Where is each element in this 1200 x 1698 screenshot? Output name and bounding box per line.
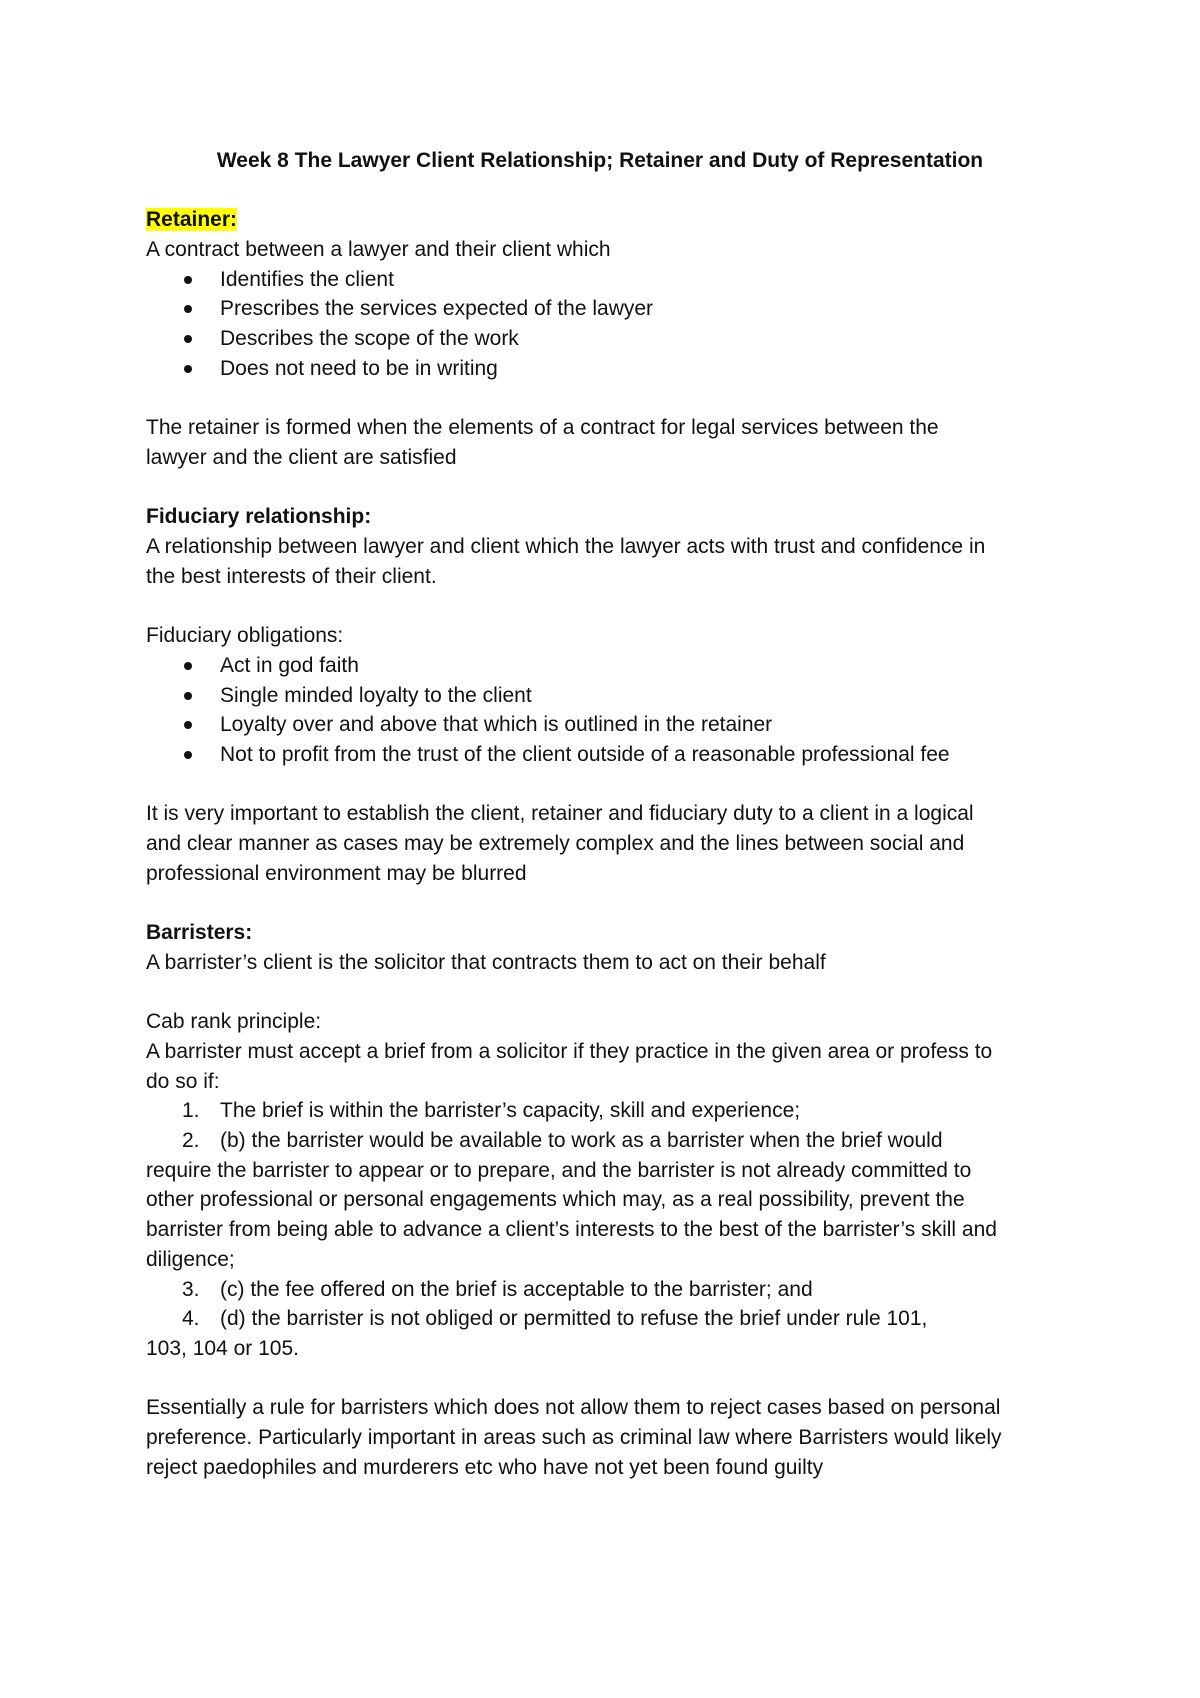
bullet-icon [184, 365, 192, 373]
list-item-text: Does not need to be in writing [220, 356, 498, 380]
barristers-heading: Barristers: [146, 921, 253, 945]
fiduciary-relationship-line: A relationship between lawyer and client which the lawyer acts with trust and confidence in [146, 535, 986, 559]
list-item-text: Not to profit from the trust of the client outside of a reasonable professional fee [220, 742, 950, 766]
cab-rank-intro-line: do so if: [146, 1069, 220, 1093]
cab-rank-heading: Cab rank principle: [146, 1010, 322, 1034]
item-continuation: diligence; [146, 1247, 235, 1271]
spacer [146, 176, 1080, 206]
page-title: Week 8 The Lawyer Client Relationship; Retainer and Duty of Representation [216, 149, 984, 172]
list-item [146, 324, 1080, 354]
item-text: (c) the fee offered on the brief is acceptable to the barrister; and [220, 1277, 813, 1301]
spacer [146, 473, 1080, 503]
item-text: The brief is within the barrister’s capacity, skill and experience; [220, 1099, 801, 1123]
highlight: Retainer: [146, 208, 238, 232]
importance-line: It is very important to establish the client, retainer and fiduciary duty to a client in a logical [146, 802, 974, 826]
retainer-formed-line: The retainer is formed when the elements of a contract for legal services between the [146, 416, 939, 440]
list-item [146, 294, 1080, 324]
item-continuation: require the barrister to appear or to prepare, and the barrister is not already committed to [146, 1158, 972, 1182]
numbered-item [146, 1096, 1080, 1126]
item-continuation: barrister from being able to advance a client’s interests to the best of the barrister’s skill and [146, 1218, 997, 1242]
bullet-icon [184, 335, 192, 343]
item-number: 2. [182, 1129, 200, 1153]
item-text: (d) the barrister is not obliged or permitted to refuse the brief under rule 101, [220, 1307, 928, 1331]
item-number: 4. [182, 1307, 200, 1331]
numbered-item [146, 1275, 1080, 1305]
retainer-bullet-list [146, 265, 1080, 384]
item-text: (b) the barrister would be available to work as a barrister when the brief would [220, 1129, 943, 1153]
list-item-text: Describes the scope of the work [220, 327, 519, 351]
cab-rank-intro-line: A barrister must accept a brief from a solicitor if they practice in the given area or profess to [146, 1039, 993, 1063]
bullet-icon [184, 692, 192, 700]
fiduciary-relationship-heading: Fiduciary relationship: [146, 505, 372, 529]
spacer [146, 770, 1080, 800]
fiduciary-obligations-heading: Fiduciary obligations: [146, 624, 344, 648]
list-item [146, 354, 1080, 384]
numbered-item [146, 1304, 1080, 1334]
retainer-formed-line: lawyer and the client are satisfied [146, 445, 457, 469]
bullet-icon [184, 276, 192, 284]
bullet-icon [184, 305, 192, 313]
item-number: 1. [182, 1099, 200, 1123]
list-item [146, 651, 1080, 681]
essentially-line: reject paedophiles and murderers etc who have not yet been found guilty [146, 1455, 824, 1479]
bullet-icon [184, 751, 192, 759]
list-item [146, 265, 1080, 295]
spacer [146, 591, 1080, 621]
spacer [146, 384, 1080, 414]
list-item [146, 681, 1080, 711]
essentially-line: preference. Particularly important in areas such as criminal law where Barristers would likely [146, 1426, 1002, 1450]
spacer [146, 978, 1080, 1008]
item-continuation: 103, 104 or 105. [146, 1337, 299, 1360]
list-item-text: Loyalty over and above that which is outlined in the retainer [220, 713, 773, 737]
essentially-line: Essentially a rule for barristers which does not allow them to reject cases based on personal [146, 1396, 1001, 1420]
importance-line: and clear manner as cases may be extremely complex and the lines between social and [146, 832, 965, 856]
item-number: 3. [182, 1277, 200, 1301]
list-item [146, 710, 1080, 740]
list-item-text: Identifies the client [220, 267, 394, 291]
spacer [146, 888, 1080, 918]
spacer [146, 1364, 1080, 1394]
numbered-item [146, 1126, 1080, 1156]
retainer-intro: A contract between a lawyer and their client which [146, 238, 611, 262]
fiduciary-relationship-line: the best interests of their client. [146, 564, 437, 588]
fiduciary-obligations-list [146, 651, 1080, 770]
bullet-icon [184, 721, 192, 729]
retainer-heading [146, 205, 1080, 235]
bullet-icon [184, 662, 192, 670]
list-item [146, 740, 1080, 770]
barristers-line: A barrister’s client is the solicitor that contracts them to act on their behalf [146, 950, 826, 974]
list-item-text: Act in god faith [220, 653, 359, 677]
importance-line: professional environment may be blurred [146, 861, 527, 885]
list-item-text: Single minded loyalty to the client [220, 683, 532, 707]
list-item-text: Prescribes the services expected of the lawyer [220, 297, 654, 321]
item-continuation: other professional or personal engagements which may, as a real possibility, prevent the [146, 1188, 965, 1212]
